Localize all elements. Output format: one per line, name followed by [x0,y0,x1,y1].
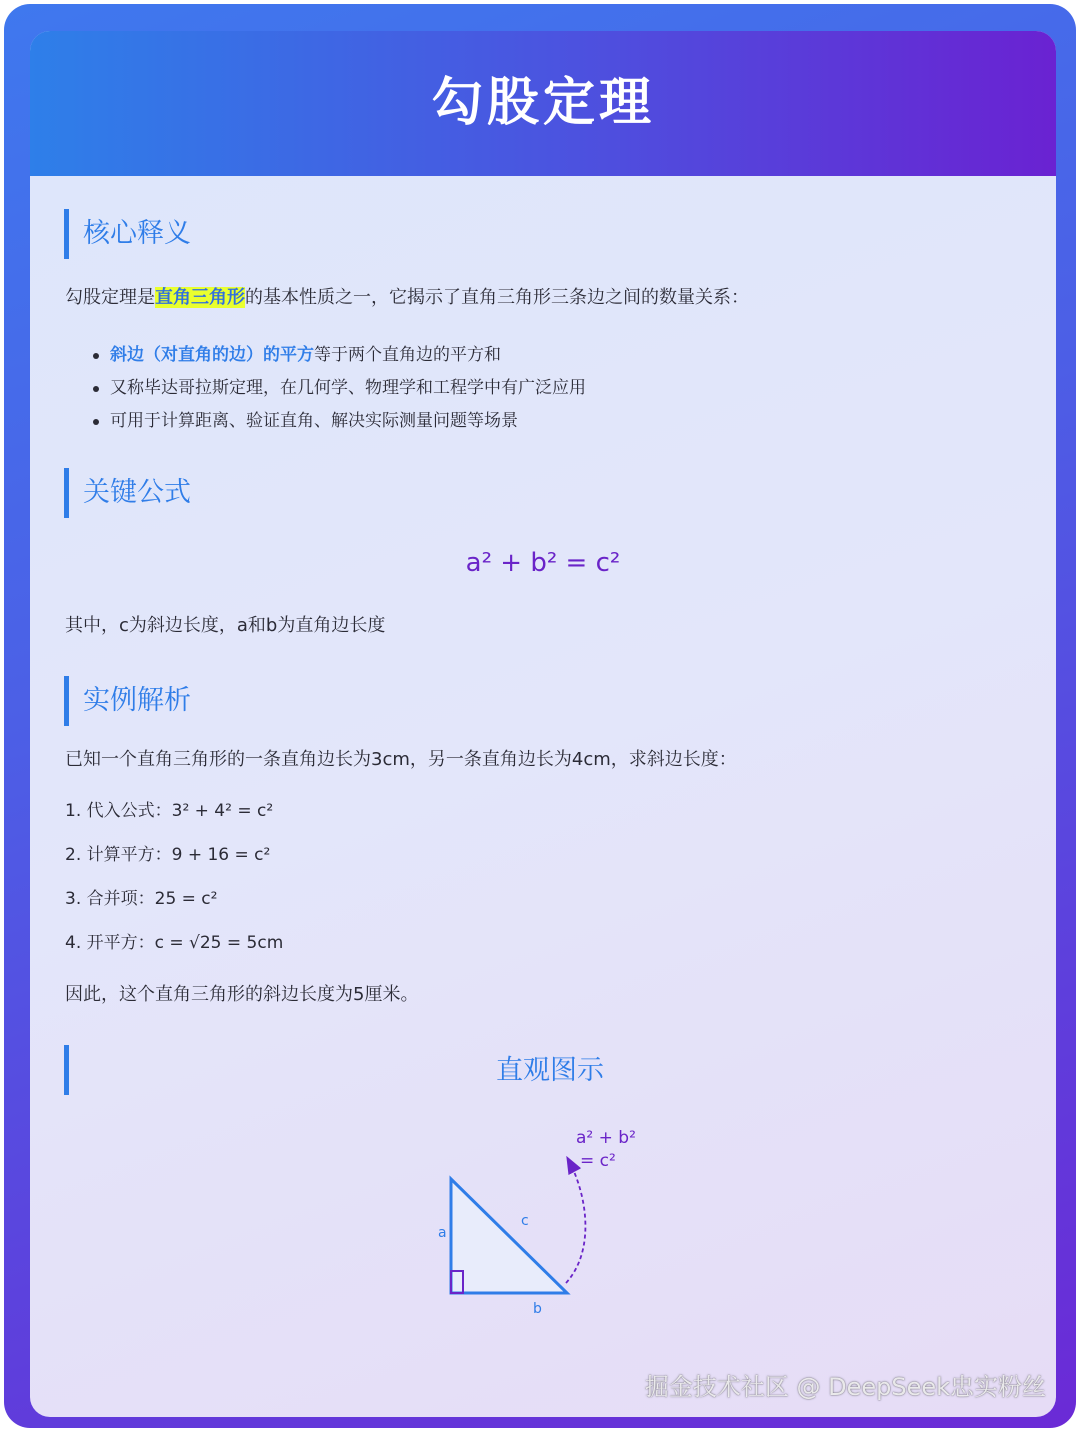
list-item [110,372,586,405]
label-b: b [533,1301,542,1317]
section-title-core: 核心释义 [64,209,191,259]
page-title: 勾股定理 [430,73,655,133]
bullet2-text: 又称毕达哥拉斯定理，在几何学、物理学和工程学中有广泛应用 [110,378,586,398]
caption-line1: a² + b² [576,1128,636,1148]
example-step: 1. 代入公式：3² + 4² = c² [65,801,274,821]
bullet1-bold: 斜边（对直角的边）的平方 [110,345,314,365]
label-c: c [521,1213,529,1229]
section-bar-diagram [64,1045,69,1095]
example-problem: 已知一个直角三角形的一条直角边长为3cm，另一条直角边长为4cm，求斜边长度： [65,749,737,770]
outer-frame [4,4,1076,1428]
curved-arrow [566,1159,585,1283]
core-intro-highlight: 直角三角形 [155,287,245,308]
label-a: a [438,1225,447,1241]
example-conclusion: 因此，这个直角三角形的斜边长度为5厘米。 [65,984,419,1005]
watermark: 掘金技术社区 @ DeepSeek忠实粉丝 [644,1373,1046,1401]
core-bullet-list [110,339,586,438]
example-step: 4. 开平方：c = √25 = 5cm [65,933,284,953]
section-title-formula: 关键公式 [64,468,191,518]
header-banner [30,31,1056,176]
bullet3-text: 可用于计算距离、验证直角、解决实际测量问题等场景 [110,411,518,431]
formula-note: 其中，c为斜边长度，a和b为直角边长度 [65,615,386,636]
caption-line2: = c² [580,1151,616,1171]
formula-expression: a² + b² = c² [465,548,621,578]
list-item [110,339,586,372]
section-title-diagram: 直观图示 [496,1055,604,1086]
example-step: 3. 合并项：25 = c² [65,889,218,909]
bullet1-rest: 等于两个直角边的平方和 [314,345,501,365]
triangle-diagram [410,1121,670,1321]
content-card [30,31,1056,1417]
example-step: 2. 计算平方：9 + 16 = c² [65,845,271,865]
core-intro [65,285,749,311]
core-intro-after: 的基本性质之一，它揭示了直角三角形三条边之间的数量关系： [245,287,749,308]
section-title-example: 实例解析 [64,676,191,726]
list-item [110,405,586,438]
core-intro-before: 勾股定理是 [65,287,155,308]
triangle-shape [451,1179,567,1293]
